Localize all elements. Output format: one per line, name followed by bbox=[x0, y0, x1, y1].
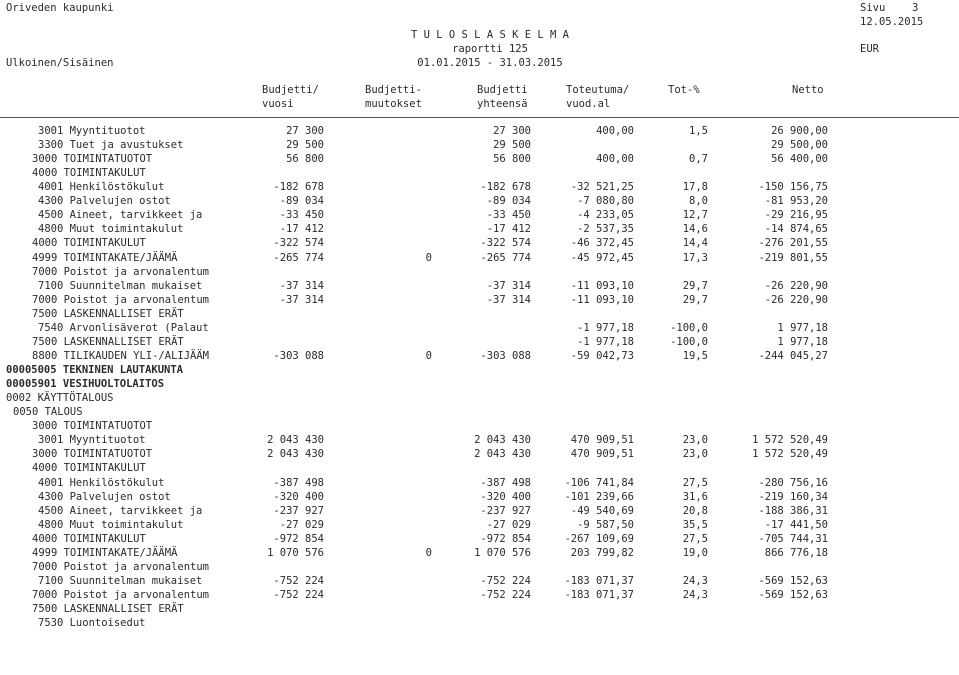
cell-c6: 1 977,18 bbox=[777, 322, 828, 334]
cell-c4: -1 977,18 bbox=[577, 336, 634, 348]
row-label: 00005901 VESIHUOLTOLAITOS bbox=[6, 378, 165, 390]
cell-c6: -29 216,95 bbox=[764, 209, 828, 221]
cell-c5: 35,5 bbox=[682, 519, 708, 531]
cell-c6: 866 776,18 bbox=[764, 547, 828, 559]
col-header-budget-changes-1: Budjetti- bbox=[365, 84, 422, 96]
cell-c5: 24,3 bbox=[682, 575, 708, 587]
row-label: 4800 Muut toimintakulut bbox=[38, 519, 184, 531]
row-label: 7500 LASKENNALLISET ERÄT bbox=[32, 603, 184, 615]
cell-c1: -265 774 bbox=[273, 252, 324, 264]
cell-c1: -17 412 bbox=[279, 223, 324, 235]
cell-c6: -188 386,31 bbox=[758, 505, 828, 517]
cell-c6: -81 953,20 bbox=[764, 195, 828, 207]
cell-c5: 24,3 bbox=[682, 589, 708, 601]
cell-c3: 1 070 576 bbox=[474, 547, 531, 559]
cell-c1: -972 854 bbox=[273, 533, 324, 545]
cell-c1: -752 224 bbox=[273, 575, 324, 587]
cell-c4: -183 071,37 bbox=[564, 575, 634, 587]
cell-c5: 1,5 bbox=[689, 125, 708, 137]
cell-c6: 1 572 520,49 bbox=[752, 448, 828, 460]
row-label: 4000 TOIMINTAKULUT bbox=[32, 237, 146, 249]
row-label: 7100 Suunnitelman mukaiset bbox=[38, 280, 203, 292]
cell-c4: -101 239,66 bbox=[564, 491, 634, 503]
cell-c5: 23,0 bbox=[682, 448, 708, 460]
cell-c1: -37 314 bbox=[279, 294, 324, 306]
cell-c4: -45 972,45 bbox=[570, 252, 634, 264]
row-label: 4001 Henkilöstökulut bbox=[38, 181, 165, 193]
row-label: 4000 TOIMINTAKULUT bbox=[32, 462, 146, 474]
row-label: 3000 TOIMINTATUOTOT bbox=[32, 153, 153, 165]
report-scope: Ulkoinen/Sisäinen bbox=[6, 57, 114, 69]
cell-c3: -37 314 bbox=[486, 294, 531, 306]
cell-c6: -280 756,16 bbox=[758, 477, 828, 489]
cell-c6: 26 900,00 bbox=[771, 125, 828, 137]
cell-c5: 29,7 bbox=[682, 294, 708, 306]
cell-c1: -182 678 bbox=[273, 181, 324, 193]
cell-c4: -1 977,18 bbox=[577, 322, 634, 334]
cell-c4: 470 909,51 bbox=[570, 434, 634, 446]
col-header-actual-2: vuod.al bbox=[566, 98, 611, 110]
cell-c3: -33 450 bbox=[486, 209, 531, 221]
row-label: 3001 Myyntituotot bbox=[38, 434, 146, 446]
cell-c1: 2 043 430 bbox=[267, 434, 324, 446]
cell-c4: -46 372,45 bbox=[570, 237, 634, 249]
row-label: 7500 LASKENNALLISET ERÄT bbox=[32, 308, 184, 320]
cell-c4: -59 042,73 bbox=[570, 350, 634, 362]
cell-c5: 23,0 bbox=[682, 434, 708, 446]
cell-c4: -49 540,69 bbox=[570, 505, 634, 517]
cell-c3: 2 043 430 bbox=[474, 434, 531, 446]
cell-c1: 27 300 bbox=[286, 125, 324, 137]
cell-c4: 400,00 bbox=[596, 153, 634, 165]
cell-c5: 12,7 bbox=[682, 209, 708, 221]
row-label: 4500 Aineet, tarvikkeet ja bbox=[38, 209, 203, 221]
cell-c1: -89 034 bbox=[279, 195, 324, 207]
cell-c6: -219 801,55 bbox=[758, 252, 828, 264]
cell-c1: 1 070 576 bbox=[267, 547, 324, 559]
row-label: 4800 Muut toimintakulut bbox=[38, 223, 184, 235]
cell-c1: 2 043 430 bbox=[267, 448, 324, 460]
cell-c3: -27 029 bbox=[486, 519, 531, 531]
cell-c3: -752 224 bbox=[480, 589, 531, 601]
cell-c1: -237 927 bbox=[273, 505, 324, 517]
cell-c4: -9 587,50 bbox=[577, 519, 634, 531]
cell-c6: -219 160,34 bbox=[758, 491, 828, 503]
row-label: 7000 Poistot ja arvonalentum bbox=[32, 294, 210, 306]
page-number: 3 bbox=[912, 2, 919, 14]
cell-c5: 29,7 bbox=[682, 280, 708, 292]
cell-c6: -150 156,75 bbox=[758, 181, 828, 193]
row-label: 7000 Poistot ja arvonalentum bbox=[32, 589, 210, 601]
cell-c4: -11 093,10 bbox=[570, 280, 634, 292]
col-header-budget-total-1: Budjetti bbox=[477, 84, 528, 96]
row-label: 4300 Palvelujen ostot bbox=[38, 195, 171, 207]
cell-c3: 56 800 bbox=[493, 153, 531, 165]
cell-c6: 56 400,00 bbox=[771, 153, 828, 165]
row-label: 7000 Poistot ja arvonalentum bbox=[32, 266, 210, 278]
cell-c5: 14,4 bbox=[682, 237, 708, 249]
currency-label: EUR bbox=[860, 43, 879, 55]
cell-c5: 14,6 bbox=[682, 223, 708, 235]
report-period: 01.01.2015 - 31.03.2015 bbox=[417, 57, 563, 69]
header-divider bbox=[0, 117, 959, 118]
row-label: 4999 TOIMINTAKATE/JÄÄMÄ bbox=[32, 252, 178, 264]
row-label: 3001 Myyntituotot bbox=[38, 125, 146, 137]
cell-c6: -17 441,50 bbox=[764, 519, 828, 531]
cell-c6: 1 977,18 bbox=[777, 336, 828, 348]
cell-c1: -37 314 bbox=[279, 280, 324, 292]
cell-c4: -11 093,10 bbox=[570, 294, 634, 306]
row-label: 0050 TALOUS bbox=[13, 406, 83, 418]
cell-c6: -26 220,90 bbox=[764, 280, 828, 292]
cell-c6: -705 744,31 bbox=[758, 533, 828, 545]
cell-c4: -2 537,35 bbox=[577, 223, 634, 235]
cell-c4: -183 071,37 bbox=[564, 589, 634, 601]
cell-c4: -4 233,05 bbox=[577, 209, 634, 221]
cell-c1: -752 224 bbox=[273, 589, 324, 601]
row-label: 4000 TOIMINTAKULUT bbox=[32, 167, 146, 179]
row-label: 8800 TILIKAUDEN YLI-/ALIJÄÄM bbox=[32, 350, 210, 362]
row-label: 7500 LASKENNALLISET ERÄT bbox=[32, 336, 184, 348]
cell-c5: 17,3 bbox=[682, 252, 708, 264]
cell-c3: 27 300 bbox=[493, 125, 531, 137]
cell-c4: -32 521,25 bbox=[570, 181, 634, 193]
row-label: 7100 Suunnitelman mukaiset bbox=[38, 575, 203, 587]
cell-c5: 27,5 bbox=[682, 477, 708, 489]
col-header-budget-changes-2: muutokset bbox=[365, 98, 422, 110]
organization-name: Oriveden kaupunki bbox=[6, 2, 114, 14]
cell-c3: -322 574 bbox=[480, 237, 531, 249]
cell-c5: 8,0 bbox=[689, 195, 708, 207]
cell-c5: 20,8 bbox=[682, 505, 708, 517]
cell-c6: -244 045,27 bbox=[758, 350, 828, 362]
cell-c5: -100,0 bbox=[670, 336, 708, 348]
cell-c1: -320 400 bbox=[273, 491, 324, 503]
row-label: 4001 Henkilöstökulut bbox=[38, 477, 165, 489]
cell-c1: -303 088 bbox=[273, 350, 324, 362]
row-label: 3300 Tuet ja avustukset bbox=[38, 139, 184, 151]
cell-c1: -33 450 bbox=[279, 209, 324, 221]
cell-c1: -322 574 bbox=[273, 237, 324, 249]
report-name: raportti 125 bbox=[452, 43, 528, 55]
row-label: 00005005 TEKNINEN LAUTAKUNTA bbox=[6, 364, 184, 376]
cell-c6: -26 220,90 bbox=[764, 294, 828, 306]
cell-c6: 29 500,00 bbox=[771, 139, 828, 151]
cell-c3: -37 314 bbox=[486, 280, 531, 292]
col-header-budget-total-2: yhteensä bbox=[477, 98, 528, 110]
row-label: 3000 TOIMINTATUOTOT bbox=[32, 420, 153, 432]
cell-c5: 0,7 bbox=[689, 153, 708, 165]
cell-c1: 56 800 bbox=[286, 153, 324, 165]
cell-c3: -320 400 bbox=[480, 491, 531, 503]
cell-c5: 19,5 bbox=[682, 350, 708, 362]
cell-c5: 27,5 bbox=[682, 533, 708, 545]
cell-c6: -569 152,63 bbox=[758, 575, 828, 587]
col-header-budget-year-1: Budjetti/ bbox=[262, 84, 319, 96]
cell-c3: -17 412 bbox=[486, 223, 531, 235]
cell-c4: -106 741,84 bbox=[564, 477, 634, 489]
cell-c3: -265 774 bbox=[480, 252, 531, 264]
cell-c3: -972 854 bbox=[480, 533, 531, 545]
cell-c1: -27 029 bbox=[279, 519, 324, 531]
row-label: 3000 TOIMINTATUOTOT bbox=[32, 448, 153, 460]
row-label: 7000 Poistot ja arvonalentum bbox=[32, 561, 210, 573]
cell-c3: -237 927 bbox=[480, 505, 531, 517]
col-header-net: Netto bbox=[792, 84, 824, 96]
cell-c2: 0 bbox=[425, 350, 432, 362]
cell-c4: 470 909,51 bbox=[570, 448, 634, 460]
cell-c6: -569 152,63 bbox=[758, 589, 828, 601]
cell-c1: 29 500 bbox=[286, 139, 324, 151]
cell-c6: -276 201,55 bbox=[758, 237, 828, 249]
page-label: Sivu bbox=[860, 2, 886, 14]
col-header-percent: Tot-% bbox=[668, 84, 700, 96]
cell-c2: 0 bbox=[425, 252, 432, 264]
cell-c3: -182 678 bbox=[480, 181, 531, 193]
row-label: 7530 Luontoisedut bbox=[38, 617, 146, 629]
cell-c6: 1 572 520,49 bbox=[752, 434, 828, 446]
cell-c6: -14 874,65 bbox=[764, 223, 828, 235]
cell-c4: 400,00 bbox=[596, 125, 634, 137]
cell-c4: 203 799,82 bbox=[570, 547, 634, 559]
report-date: 12.05.2015 bbox=[860, 16, 924, 28]
cell-c5: 19,0 bbox=[682, 547, 708, 559]
cell-c5: 17,8 bbox=[682, 181, 708, 193]
cell-c5: 31,6 bbox=[682, 491, 708, 503]
col-header-actual-1: Toteutuma/ bbox=[566, 84, 630, 96]
cell-c3: -303 088 bbox=[480, 350, 531, 362]
cell-c2: 0 bbox=[425, 547, 432, 559]
cell-c1: -387 498 bbox=[273, 477, 324, 489]
cell-c5: -100,0 bbox=[670, 322, 708, 334]
col-header-budget-year-2: vuosi bbox=[262, 98, 294, 110]
cell-c3: 2 043 430 bbox=[474, 448, 531, 460]
cell-c3: -89 034 bbox=[486, 195, 531, 207]
cell-c4: -7 080,80 bbox=[577, 195, 634, 207]
row-label: 0002 KÄYTTÖTALOUS bbox=[6, 392, 114, 404]
row-label: 4300 Palvelujen ostot bbox=[38, 491, 171, 503]
row-label: 4000 TOIMINTAKULUT bbox=[32, 533, 146, 545]
cell-c3: -387 498 bbox=[480, 477, 531, 489]
cell-c3: -752 224 bbox=[480, 575, 531, 587]
row-label: 7540 Arvonlisäverot (Palaut bbox=[38, 322, 209, 334]
cell-c4: -267 109,69 bbox=[564, 533, 634, 545]
row-label: 4500 Aineet, tarvikkeet ja bbox=[38, 505, 203, 517]
report-title: T U L O S L A S K E L M A bbox=[410, 29, 570, 41]
cell-c3: 29 500 bbox=[493, 139, 531, 151]
row-label: 4999 TOIMINTAKATE/JÄÄMÄ bbox=[32, 547, 178, 559]
